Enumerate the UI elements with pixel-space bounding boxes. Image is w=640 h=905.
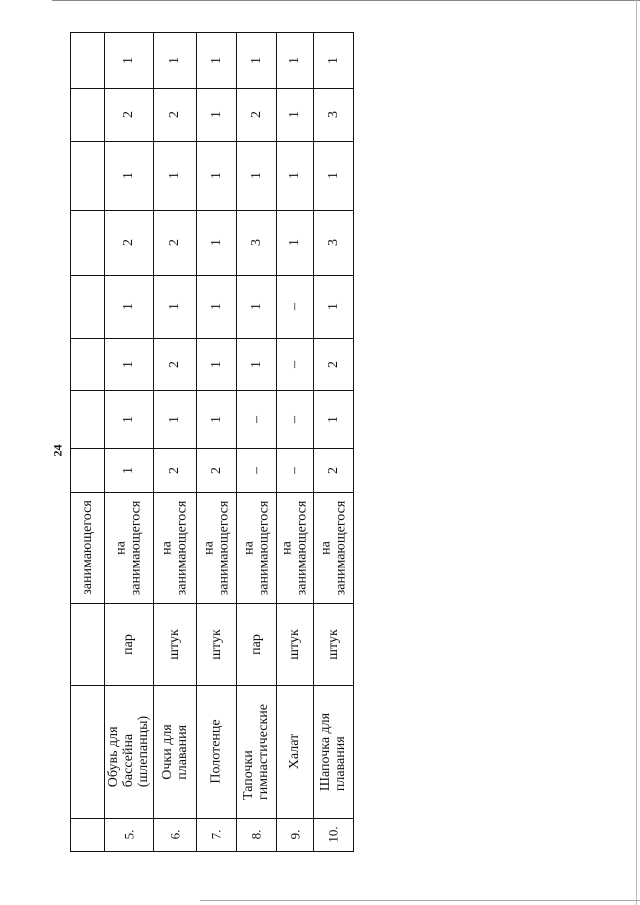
row-3-no-cell [236, 818, 276, 851]
row-1-unit-cell [153, 603, 196, 685]
row-4-unit-cell [276, 603, 313, 685]
row-4-value-6-cell [276, 88, 313, 141]
row-5-value-2-cell-text: 2 [325, 360, 341, 368]
row-3-name-cell [236, 685, 276, 818]
row-0-value-3-cell-text: 1 [121, 303, 136, 310]
row-5-value-0-cell-text: 2 [325, 466, 341, 474]
row-2-value-4-cell-text: 1 [208, 239, 224, 246]
row-4-no-cell [276, 818, 313, 851]
row-5-name-cell [313, 685, 353, 818]
row-0-value-6-cell [104, 88, 153, 141]
row-1-value-2-cell [153, 338, 196, 390]
row-0-no-cell [104, 818, 153, 851]
row-2-value-5-cell [196, 141, 236, 210]
continued-calc-cell-text: занимающегося [79, 500, 95, 595]
row-1-value-3-cell [153, 275, 196, 338]
row-5-unit-cell [313, 603, 353, 685]
row-4-calc-cell [276, 492, 313, 603]
row-2-no-cell-text: 7. [208, 829, 224, 840]
row-3-value-7-cell [236, 32, 276, 88]
row-0-calc-cell [104, 492, 153, 603]
row-3-value-6-cell-text: 2 [248, 111, 264, 118]
row-3-value-4-cell [236, 210, 276, 275]
row-1-value-2-cell-text: 2 [167, 360, 182, 368]
row-3-value-1-cell-text: – [248, 415, 264, 423]
row-2-calc-cell [196, 492, 236, 603]
row-3-no-cell-text: 8. [248, 829, 264, 840]
row-3-calc-cell [236, 492, 276, 603]
row-2-value-7-cell-text: 1 [208, 56, 224, 64]
row-3-unit-cell [236, 603, 276, 685]
row-1-value-6-cell-text: 2 [167, 111, 182, 118]
row-0-value-0-cell-text: 1 [121, 466, 136, 474]
row-5-no-cell [313, 818, 353, 851]
row-2-value-7-cell [196, 32, 236, 88]
row-5-value-2-cell [313, 338, 353, 390]
row-2-calc-cell-text: на занимающегося [201, 500, 231, 595]
row-0-value-7-cell [104, 32, 153, 88]
row-4-value-7-cell-text: 1 [287, 56, 302, 64]
row-5-value-5-cell-text: 1 [325, 172, 341, 179]
row-0-value-3-cell [104, 275, 153, 338]
row-0-value-7-cell-text: 1 [121, 56, 136, 64]
row-1-no-cell-text: 6. [167, 829, 182, 840]
row-3-value-5-cell-text: 1 [248, 172, 264, 179]
row-0-value-1-cell [104, 390, 153, 448]
scan-edge-top [52, 0, 640, 1]
row-0-unit-cell-text: пар [121, 633, 136, 655]
row-4-value-0-cell [276, 448, 313, 492]
row-3-name-cell-text: Тапочки гимнастические [241, 703, 272, 800]
row-2-value-2-cell [196, 338, 236, 390]
row-5-unit-cell-text: штук [325, 628, 341, 660]
row-2-unit-cell-text: штук [208, 628, 224, 660]
row-3-value-1-cell [236, 390, 276, 448]
row-1-value-4-cell-text: 2 [167, 239, 182, 246]
row-2-value-6-cell-text: 1 [208, 111, 224, 118]
row-4-no-cell-text: 9. [287, 829, 302, 840]
row-0-calc-cell-text: на занимающегося [113, 500, 144, 595]
row-5-value-4-cell [313, 210, 353, 275]
row-1-value-3-cell-text: 1 [167, 303, 182, 310]
row-1-value-5-cell-text: 1 [167, 172, 182, 179]
row-5-value-3-cell-text: 1 [325, 303, 341, 310]
row-5-calc-cell [313, 492, 353, 603]
row-5-value-7-cell-text: 1 [325, 56, 341, 64]
row-5-name-cell-text: Шапочка для плавания [318, 712, 348, 791]
row-5-value-1-cell-text: 1 [325, 415, 341, 423]
table-row-border-7 [353, 32, 354, 852]
row-4-value-3-cell [276, 275, 313, 338]
row-2-value-3-cell-text: 1 [208, 303, 224, 310]
scan-edge-right [636, 0, 637, 905]
row-5-value-6-cell-text: 3 [325, 111, 341, 118]
row-4-name-cell-text: Халат [287, 733, 302, 770]
row-3-calc-cell-text: на занимающегося [241, 500, 271, 595]
row-4-name-cell [276, 685, 313, 818]
row-3-value-7-cell-text: 1 [248, 56, 264, 64]
row-3-value-3-cell-text: 1 [248, 303, 264, 310]
row-0-name-cell-text: Обувь для бассейна (шлепанцы) [106, 715, 151, 788]
scan-edge-bottom [200, 900, 640, 901]
row-1-calc-cell [153, 492, 196, 603]
row-0-no-cell-text: 5. [121, 829, 136, 840]
row-5-value-6-cell [313, 88, 353, 141]
row-3-unit-cell-text: пар [248, 633, 264, 655]
row-1-value-0-cell-text: 2 [167, 466, 182, 474]
table-column-border-12 [70, 851, 354, 852]
row-1-value-7-cell-text: 1 [167, 56, 182, 64]
row-0-unit-cell [104, 603, 153, 685]
row-2-value-4-cell [196, 210, 236, 275]
row-1-value-5-cell [153, 141, 196, 210]
row-4-value-5-cell-text: 1 [287, 172, 302, 179]
row-2-value-1-cell [196, 390, 236, 448]
row-5-value-4-cell-text: 3 [325, 239, 341, 246]
row-3-value-0-cell-text: – [248, 466, 264, 474]
row-2-value-5-cell-text: 1 [208, 172, 224, 179]
row-4-value-2-cell-text: – [287, 360, 302, 368]
row-1-name-cell-text: Очки для плавания [159, 723, 190, 780]
row-2-name-cell-text: Полотенце [208, 719, 224, 784]
row-2-value-6-cell [196, 88, 236, 141]
row-1-unit-cell-text: штук [166, 628, 182, 660]
row-5-no-cell-text: 10. [325, 826, 341, 843]
row-2-value-2-cell-text: 1 [208, 360, 224, 368]
row-1-no-cell [153, 818, 196, 851]
row-0-value-6-cell-text: 2 [121, 111, 136, 118]
row-3-value-2-cell [236, 338, 276, 390]
row-4-unit-cell-text: штук [286, 628, 302, 660]
page-number: 24 [50, 444, 65, 457]
row-2-unit-cell [196, 603, 236, 685]
row-3-value-3-cell [236, 275, 276, 338]
row-3-value-5-cell [236, 141, 276, 210]
row-0-value-1-cell-text: 1 [121, 415, 136, 423]
row-5-value-5-cell [313, 141, 353, 210]
row-0-value-2-cell [104, 338, 153, 390]
row-4-value-3-cell-text: – [287, 303, 302, 310]
row-1-name-cell [153, 685, 196, 818]
row-0-value-5-cell [104, 141, 153, 210]
row-0-value-4-cell [104, 210, 153, 275]
row-4-value-1-cell [276, 390, 313, 448]
row-3-value-6-cell [236, 88, 276, 141]
row-0-value-0-cell [104, 448, 153, 492]
row-2-name-cell [196, 685, 236, 818]
row-5-value-0-cell [313, 448, 353, 492]
row-1-value-0-cell [153, 448, 196, 492]
row-4-value-1-cell-text: – [287, 415, 302, 423]
row-5-value-7-cell [313, 32, 353, 88]
row-3-value-0-cell [236, 448, 276, 492]
row-0-value-5-cell-text: 1 [121, 172, 136, 179]
table-row-border-0 [70, 32, 71, 852]
row-1-calc-cell-text: на занимающегося [159, 500, 190, 595]
row-4-value-5-cell [276, 141, 313, 210]
row-4-calc-cell-text: на занимающегося [279, 500, 310, 595]
row-1-value-4-cell [153, 210, 196, 275]
row-5-value-1-cell [313, 390, 353, 448]
row-2-value-3-cell [196, 275, 236, 338]
row-2-no-cell [196, 818, 236, 851]
row-4-value-7-cell [276, 32, 313, 88]
row-4-value-4-cell [276, 210, 313, 275]
row-5-calc-cell-text: на занимающегося [318, 500, 348, 595]
row-0-value-2-cell-text: 1 [121, 360, 136, 368]
row-4-value-4-cell-text: 1 [287, 239, 302, 246]
row-4-value-0-cell-text: – [287, 466, 302, 474]
row-1-value-1-cell-text: 1 [167, 415, 182, 423]
row-2-value-1-cell-text: 1 [208, 415, 224, 423]
row-1-value-6-cell [153, 88, 196, 141]
row-0-name-cell [104, 685, 153, 818]
row-4-value-6-cell-text: 1 [287, 111, 302, 118]
row-0-value-4-cell-text: 2 [121, 239, 136, 246]
row-3-value-4-cell-text: 3 [248, 239, 264, 246]
row-1-value-7-cell [153, 32, 196, 88]
row-1-value-1-cell [153, 390, 196, 448]
row-2-value-0-cell [196, 448, 236, 492]
row-3-value-2-cell-text: 1 [248, 360, 264, 368]
row-2-value-0-cell-text: 2 [208, 466, 224, 474]
row-5-value-3-cell [313, 275, 353, 338]
continued-calc-cell [70, 492, 104, 603]
row-4-value-2-cell [276, 338, 313, 390]
